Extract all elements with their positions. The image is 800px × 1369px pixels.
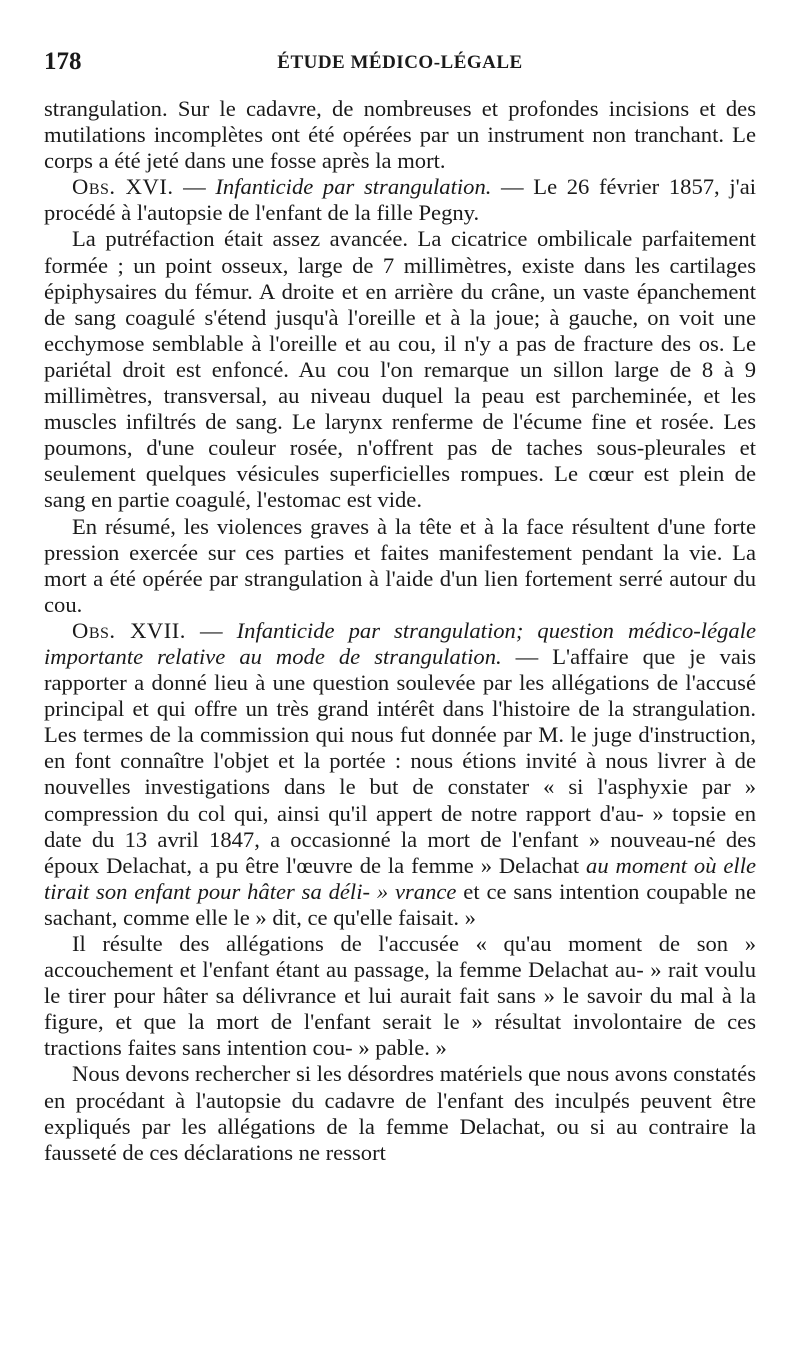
running-head: ÉTUDE MÉDICO-LÉGALE	[277, 52, 523, 73]
observation-17	[44, 618, 756, 931]
observation-text-end: et ce sans intention coupable ne sachant, comme elle le » dit, ce qu'elle faisait. »	[44, 878, 756, 930]
observation-dash: —	[185, 617, 237, 643]
observation-italic-quote: au moment où elle tirait son enfant pour hâter sa déli- » vrance	[44, 852, 756, 904]
paragraph-inquiry: Nous devons rechercher si les désordres matériels que nous avons constatés en procédant à l'autopsie du cadavre de l'enfant des inculpés peuvent être expliqués par les allégations de la femme Delachat, ou si au contraire la fausseté de ces déclarations ne ressort	[44, 1061, 756, 1165]
observation-16	[44, 174, 756, 226]
paragraph-allegations: Il résulte des allégations de l'accusée « qu'au moment de son » accouchement et l'enfant étant au passage, la femme Delachat au- » rait voulu le tirer pour hâter sa délivrance et lui aurait fait sans » le savoir du mal à la figure, et que la mort de l'enfant serait le » résultat involontaire de ces tractions faites sans intention cou- » pable. »	[44, 931, 756, 1061]
observation-label: Obs. XVII.	[72, 617, 186, 643]
observation-dash: —	[173, 174, 216, 200]
page-number: 178	[44, 48, 82, 75]
paragraph-autopsy-findings: La putréfaction était assez avancée. La cicatrice ombilicale parfaitement formée ; un point osseux, large de 7 millimètres, existe dans les cartilages épiphysaires du fémur. A droite et en arrière du crâne, un vaste épanchement de sang coagulé s'étend jusqu'à l'oreille et à la joue; à gauche, on voit une ecchymose semblable à l'oreille et au cou, il n'y a pas de fracture des os. Le pariétal droit est enfoncé. Au cou l'on remarque un sillon large de 8 à 9 millimètres, transversal, au niveau duquel la peau est parcheminée, et les muscles infiltrés de sang. Le larynx renferme de l'écume fine et rosée. Les poumons, d'une couleur rosée, n'offrent pas de taches sous-pleurales et seulement quelques vésicules superficielles rompues. Le cœur est plein de sang en partie coagulé, l'estomac est vide.	[44, 226, 756, 513]
observation-title: Infanticide par strangulation; question médico-légale importante relative au mode de strangulation.	[44, 617, 756, 669]
observation-text: — L'affaire que je vais rapporter a donné lieu à une question soulevée par les allégations de l'accusé principal et qui offre un très grand intérêt dans l'histoire de la strangulation. Les termes de la commission qui nous fut donnée par M. le juge d'instruction, en font connaître l'objet et la portée : nous étions invité à nous livrer à de nouvelles investigations dans le but de constater « si l'asphyxie par » compression du col qui, ainsi qu'il appert de notre rapport d'au- » topsie en date du 13 avril 1847, a occasionné la mort de l'enfant » nouveau-né des époux Delachat, a pu être l'œuvre de la femme » Delachat	[44, 643, 756, 878]
paragraph-continued: strangulation. Sur le cadavre, de nombreuses et profondes incisions et des mutilations incomplètes ont été opérées par un instrument non tranchant. Le corps a été jeté dans une fosse après la mort.	[44, 96, 756, 174]
observation-text: — Le 26 février 1857, j'ai procédé à l'autopsie de l'enfant de la fille Pegny.	[44, 174, 756, 226]
observation-label: Obs. XVI.	[72, 174, 174, 200]
page-header	[44, 48, 756, 94]
paragraph-summary: En résumé, les violences graves à la tête et à la face résultent d'une forte pression exercée sur ces parties et faites manifestement pendant la vie. La mort a été opérée par strangulation à l'aide d'un lien fortement serré autour du cou.	[44, 513, 756, 617]
observation-title: Infanticide par strangulation.	[215, 174, 492, 200]
